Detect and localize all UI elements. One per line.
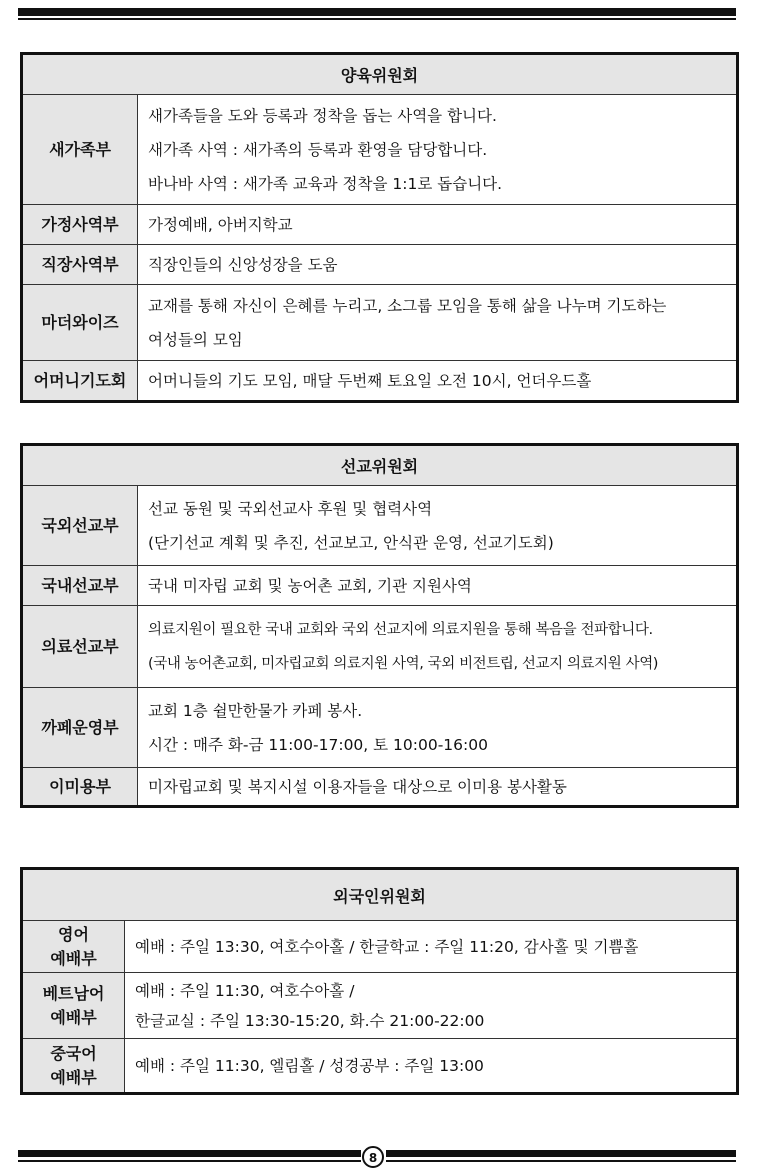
- dept-label: 마더와이즈: [22, 285, 138, 361]
- desc-line: 예배 : 주일 13:30, 여호수아홀 / 한글학교 : 주일 11:20, 감사홀 및 기쁨홀: [135, 937, 639, 956]
- dept-label: 중국어 예배부: [22, 1039, 125, 1094]
- committee-title: 외국인위원회: [22, 869, 738, 921]
- dept-label: 가정사역부: [22, 205, 138, 245]
- desc-line: 새가족들을 도와 등록과 정착을 돕는 사역을 합니다.: [148, 106, 497, 125]
- desc-line: 한글교실 : 주일 13:30-15:20, 화.수 21:00-22:00: [135, 1011, 485, 1030]
- desc-line: 어머니들의 기도 모임, 매달 두번째 토요일 오전 10시, 언더우드홀: [148, 371, 592, 390]
- committee-table-mission: [20, 443, 739, 808]
- dept-description: [138, 95, 738, 205]
- bottom-rule-right-thin: [386, 1160, 736, 1162]
- top-rule-thin: [18, 18, 736, 20]
- desc-line: 선교 동원 및 국외선교사 후원 및 협력사역: [148, 499, 433, 518]
- bottom-rule-left: [18, 1150, 361, 1157]
- desc-line: 국내 미자립 교회 및 농어촌 교회, 기관 지원사역: [148, 576, 472, 595]
- dept-description: [125, 973, 738, 1039]
- desc-line: 시간 : 매주 화-금 11:00-17:00, 토 10:00-16:00: [148, 735, 488, 754]
- desc-line: 교회 1층 쉴만한물가 카페 봉사.: [148, 701, 363, 720]
- bottom-rule-right: [386, 1150, 736, 1157]
- desc-line: 의료지원이 필요한 국내 교회와 국외 선교지에 의료지원을 통해 복음을 전파합니다.: [148, 621, 653, 638]
- desc-line: 가정예배, 아버지학교: [148, 215, 293, 234]
- desc-line: 예배 : 주일 11:30, 여호수아홀 /: [135, 981, 355, 1000]
- dept-label: 베트남어 예배부: [22, 973, 125, 1039]
- dept-description: [138, 768, 738, 807]
- desc-line: 바나바 사역 : 새가족 교육과 정착을 1:1로 돕습니다.: [148, 174, 503, 193]
- desc-line: 새가족 사역 : 새가족의 등록과 환영을 담당합니다.: [148, 140, 488, 159]
- committee-table-foreign: [20, 867, 739, 1095]
- dept-label: 새가족부: [22, 95, 138, 205]
- dept-description: [138, 285, 738, 361]
- dept-label: 영어 예배부: [22, 921, 125, 973]
- desc-line: 여성들의 모임: [148, 330, 243, 349]
- committee-title: 선교위원회: [22, 445, 738, 486]
- desc-line: 교재를 통해 자신이 은혜를 누리고, 소그룹 모임을 통해 삶을 나누며 기도하는: [148, 296, 667, 315]
- dept-label: 이미용부: [22, 768, 138, 807]
- dept-description: [138, 606, 738, 688]
- dept-description: [138, 245, 738, 285]
- dept-description: [138, 566, 738, 606]
- page-number: 8: [362, 1146, 384, 1168]
- dept-label: 의료선교부: [22, 606, 138, 688]
- desc-line: (단기선교 계획 및 추진, 선교보고, 안식관 운영, 선교기도회): [148, 533, 554, 552]
- dept-label: 국내선교부: [22, 566, 138, 606]
- dept-description: [125, 921, 738, 973]
- desc-line: 예배 : 주일 11:30, 엘림홀 / 성경공부 : 주일 13:00: [135, 1056, 484, 1075]
- dept-description: [138, 205, 738, 245]
- dept-description: [138, 688, 738, 768]
- dept-label: 까페운영부: [22, 688, 138, 768]
- desc-line: 미자립교회 및 복지시설 이용자들을 대상으로 이미용 봉사활동: [148, 777, 567, 796]
- desc-line: (국내 농어촌교회, 미자립교회 의료지원 사역, 국외 비전트립, 선교지 의료지원 사역): [148, 655, 659, 672]
- dept-label: 직장사역부: [22, 245, 138, 285]
- dept-description: [138, 361, 738, 402]
- dept-label: 어머니기도회: [22, 361, 138, 402]
- bottom-rule-left-thin: [18, 1160, 361, 1162]
- top-rule: [18, 8, 736, 16]
- dept-label: 국외선교부: [22, 486, 138, 566]
- committee-table-nurture: [20, 52, 739, 403]
- desc-line: 직장인들의 신앙성장을 도움: [148, 255, 338, 274]
- committee-title: 양육위원회: [22, 54, 738, 95]
- dept-description: [138, 486, 738, 566]
- dept-description: [125, 1039, 738, 1094]
